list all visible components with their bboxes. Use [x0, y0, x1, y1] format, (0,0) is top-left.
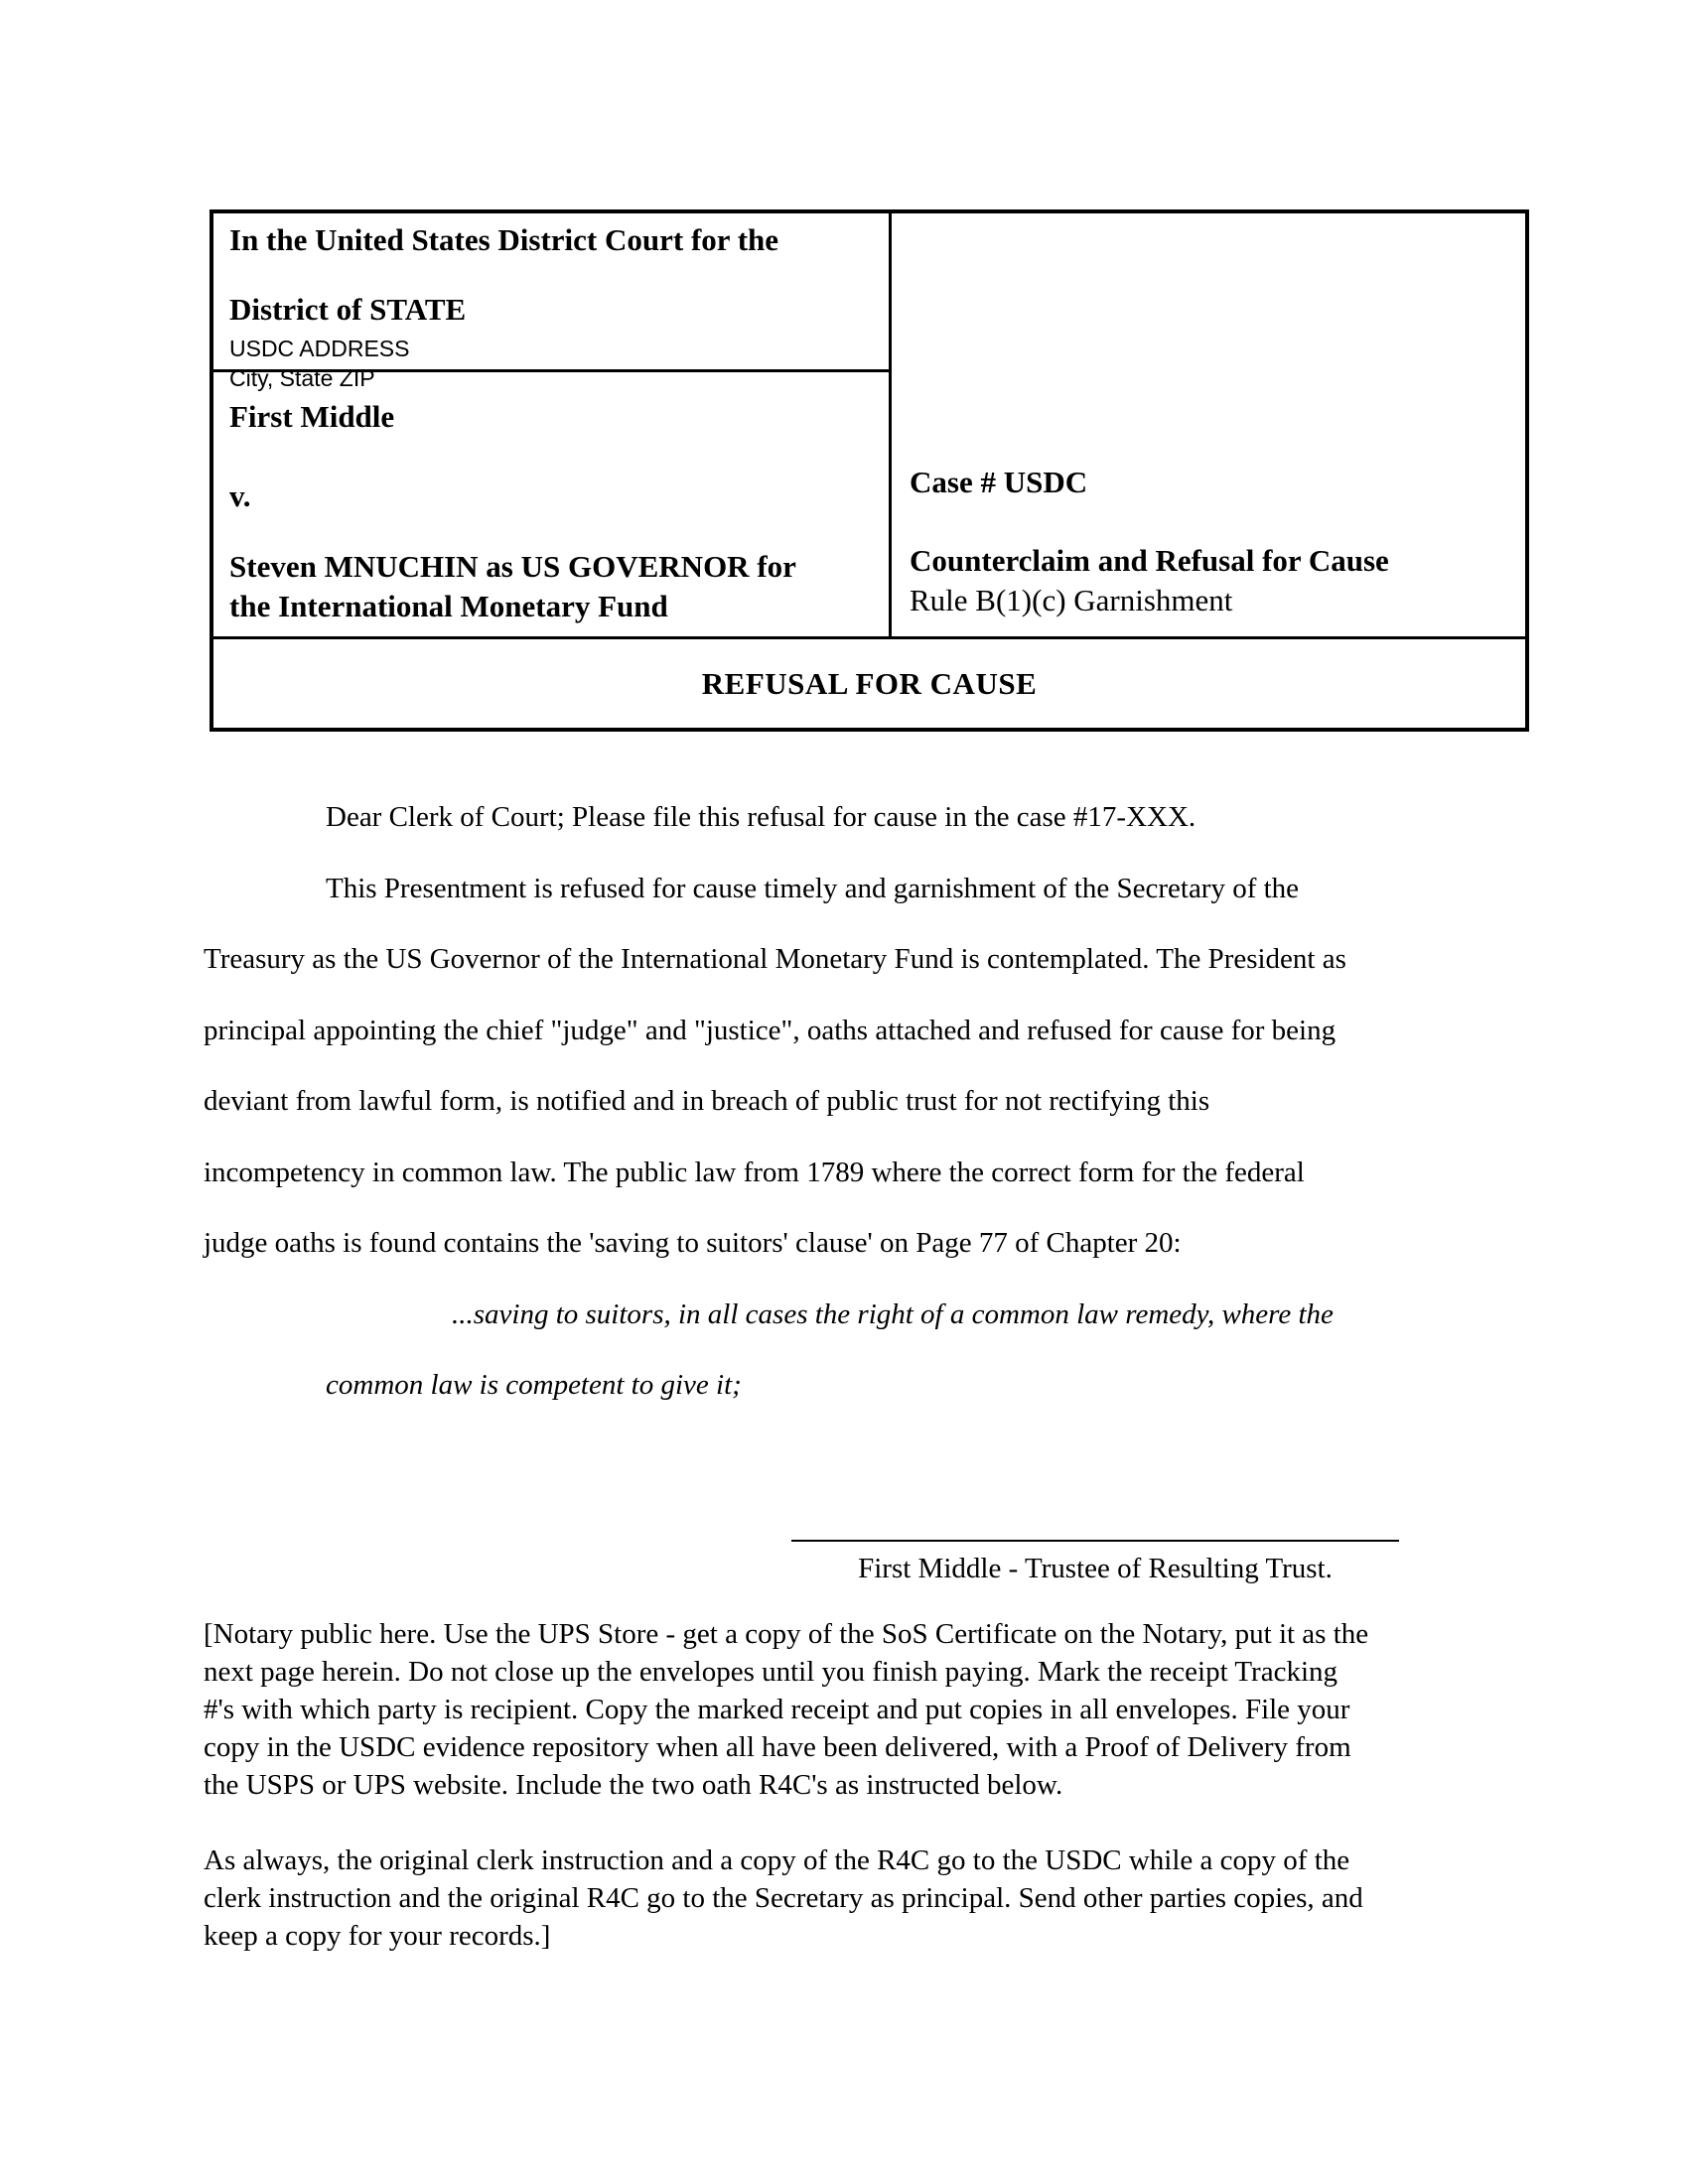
parties-cell: [213, 372, 892, 636]
closing-note: [204, 1842, 1559, 1955]
note-line: the USPS or UPS website. Include the two oath R4C's as instructed below.: [204, 1769, 1063, 1801]
quote-line: common law is competent to give it;: [326, 1369, 742, 1401]
filing-rule: Rule B(1)(c) Garnishment: [910, 583, 1233, 617]
court-address-line1: USDC ADDRESS: [229, 336, 410, 361]
body-line: incompetency in common law. The public law from 1789 where the correct form for the federal: [204, 1156, 1305, 1188]
case-info-cell: [892, 213, 1525, 636]
signature-name-title: First Middle - Trustee of Resulting Trust.: [858, 1553, 1333, 1584]
body-line: This Presentment is refused for cause timely and garnishment of the Secretary of the: [326, 872, 1300, 904]
signature-rule: [791, 1540, 1399, 1542]
case-number: Case # USDC: [910, 465, 1088, 499]
signature-block: [791, 1540, 1399, 1587]
document-title: REFUSAL FOR CAUSE: [701, 665, 1038, 701]
quote-line: ...saving to suitors, in all cases the right of a common law remedy, where the: [452, 1297, 1334, 1330]
defendant-name-line2: the International Monetary Fund: [229, 589, 668, 623]
court-name-line2: District of STATE: [229, 292, 467, 327]
plaintiff-name: First Middle: [229, 399, 395, 434]
court-cell: [213, 213, 892, 391]
note-line: keep a copy for your records.]: [204, 1920, 551, 1952]
notary-note: [204, 1615, 1559, 1804]
body-line: deviant from lawful form, is notified and in breach of public trust for not rectifying this: [204, 1085, 1210, 1117]
court-name-line1: In the United States District Court for the: [229, 222, 779, 257]
note-line: copy in the USDC evidence repository when all have been delivered, with a Proof of Delivery from: [204, 1731, 1351, 1763]
note-line: #'s with which party is recipient. Copy the marked receipt and put copies in all envelopes. File your: [204, 1694, 1350, 1725]
note-line: next page herein. Do not close up the envelopes until you finish paying. Mark the receipt Tracking: [204, 1656, 1338, 1688]
body-text: [204, 782, 1534, 1422]
document-title-cell: [213, 636, 1525, 728]
defendant-name-line1: Steven MNUCHIN as US GOVERNOR for: [229, 549, 796, 584]
note-line: clerk instruction and the original R4C go to the Secretary as principal. Send other parties copies, and: [204, 1882, 1363, 1914]
body-line: Dear Clerk of Court; Please file this refusal for cause in the case #17-XXX.: [326, 801, 1196, 833]
court-caption-table: [210, 209, 1529, 732]
instruction-notes: [204, 1615, 1559, 1955]
note-line: As always, the original clerk instruction and a copy of the R4C go to the USDC while a copy of the: [204, 1844, 1350, 1876]
body-line: principal appointing the chief "judge" and "justice", oaths attached and refused for cause for being: [204, 1014, 1336, 1046]
body-line: judge oaths is found contains the 'saving to suitors' clause' on Page 77 of Chapter 20:: [204, 1227, 1182, 1259]
filing-title: Counterclaim and Refusal for Cause: [910, 543, 1389, 578]
note-line: [Notary public here. Use the UPS Store - get a copy of the SoS Certificate on the Notary, put it as the: [204, 1618, 1369, 1650]
court-address-line2: City, State ZIP: [229, 365, 375, 391]
body-line: Treasury as the US Governor of the International Monetary Fund is contemplated. The President as: [204, 943, 1346, 975]
versus-label: v.: [229, 478, 251, 513]
